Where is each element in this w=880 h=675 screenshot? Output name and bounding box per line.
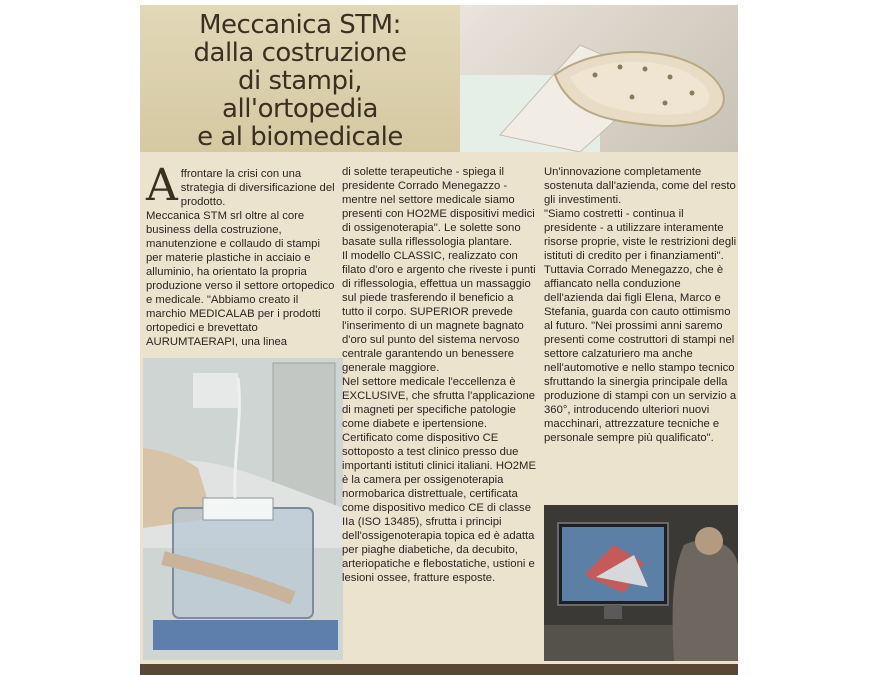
lead-text: ffrontare la crisi con una strategia di diversificazione del prodotto. bbox=[180, 168, 335, 208]
paragraph: Il modello CLASSIC, realizzato con filato d'oro e argento che riveste i punti di riflessologia, effettua un massaggio sul piede trasferendo il beneficio a tutto il corpo. SUPERIOR prevede l'inserimento di un magnete bagnato d'oro sul punto del sistema nervoso centrale garantendo un benessere generale maggiore. bbox=[342, 250, 536, 374]
paragraph: Tuttavia Corrado Menegazzo, che è affiancato nella conduzione dell'azienda dai figli Elena, Marco e Stefania, guarda con cauto ottimismo al futuro. "Nei prossimi anni saremo presenti come costruttori di stampi nel settore calzaturiero ma anche nell'automotive e nello stampo tecnico sfruttando la sinergia principale della produzione di stampi con un servizio a 360°, introducendo ulteriori nuovi macchinari, attrezzature tecniche e personale sempre più qualificato". bbox=[544, 264, 737, 444]
reflex-point bbox=[618, 65, 623, 70]
paragraph: Un'innovazione completamente sostenuta dall'azienda, come del resto gli investimenti. bbox=[544, 166, 736, 206]
reflex-point bbox=[663, 101, 668, 106]
operator bbox=[673, 540, 738, 661]
column-2 bbox=[342, 165, 538, 585]
operator-head bbox=[695, 527, 723, 555]
paragraph: Nel settore medicale l'eccellenza è EXCLUSIVE, che sfrutta l'applicazione di magneti per specifiche patologie come diabete e ipertensione. Certificato come dispositivo CE sottoposto a test clinico presso due importanti istituti clinici italiani. HO2ME è la camera per ossigenoterapia normobarica distrettuale, certificata come dispositivo medico CE di classe IIa (ISO 13485), sfrutta i principi dell'ossigenoterapia topica ed è adatta per piaghe diabetiche, da decubito, arteriopatiche e flebostatiche, ustioni e lesioni ossee, fratture esposte. bbox=[342, 376, 536, 584]
oxygen-chamber-illustration bbox=[143, 358, 343, 660]
headline-line: dalla costruzione bbox=[193, 38, 407, 68]
headline-line: Meccanica STM: bbox=[199, 10, 401, 40]
oxygen-chamber-photo bbox=[143, 358, 343, 660]
chamber-base bbox=[153, 620, 338, 650]
paragraph: di solette terapeutiche - spiega il presidente Corrado Menegazzo - mentre nel settore medicale siamo presenti con HO2ME dispositivi medici di ossigenoterapia". Le solette sono basate sulla riflessologia plantare. bbox=[342, 166, 535, 248]
cad-workstation-illustration bbox=[544, 505, 738, 661]
headline bbox=[146, 11, 454, 151]
reflex-point bbox=[668, 75, 673, 80]
column-1 bbox=[146, 160, 338, 349]
insole-illustration bbox=[460, 5, 738, 152]
dropcap: A bbox=[146, 160, 178, 211]
headline-box bbox=[140, 5, 460, 152]
reflex-point bbox=[593, 73, 598, 78]
bottom-rule bbox=[140, 664, 738, 675]
headline-line: di stampi, bbox=[238, 66, 362, 96]
insole-photo bbox=[460, 5, 738, 152]
window bbox=[193, 373, 238, 408]
headline-line: e al biomedicale bbox=[197, 122, 403, 152]
reflex-point bbox=[643, 67, 648, 72]
lead-paragraph bbox=[146, 160, 338, 211]
paragraph: "Siamo costretti - continua il presidente - a utilizzare interamente risorse proprie, viste le restrizioni degli istituti di credito per i finanziamenti". bbox=[544, 208, 737, 262]
column-3 bbox=[544, 165, 738, 445]
reflex-point bbox=[630, 95, 635, 100]
cad-workstation-photo bbox=[544, 505, 738, 661]
monitor-stand bbox=[604, 605, 622, 619]
newspaper-page bbox=[140, 5, 738, 675]
reflex-point bbox=[690, 91, 695, 96]
headline-line: all'ortopedia bbox=[222, 94, 378, 124]
chamber-lid bbox=[203, 498, 273, 520]
paragraph: Meccanica STM srl oltre al core business della costruzione, manutenzione e collaudo di stampi per materie plastiche in acciaio e alluminio, ha orientato la propria produzione verso il settore ortopedico e medicale. "Abbiamo creato il marchio MEDICALAB per i prodotti ortopedici e brevettato AURUMTAERAPI, una linea bbox=[146, 210, 335, 348]
